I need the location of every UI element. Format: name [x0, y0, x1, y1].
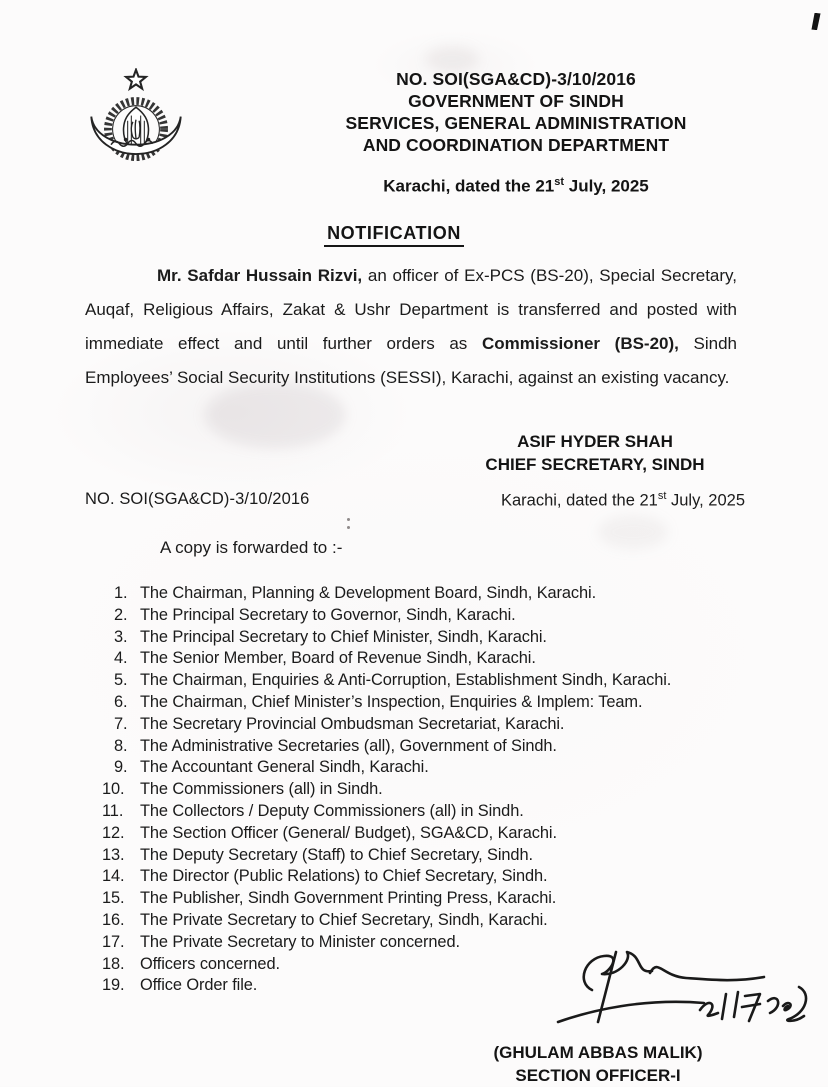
- distribution-item: [102, 627, 772, 649]
- item-text: The Principal Secretary to Chief Minister, Sindh, Karachi.: [140, 627, 547, 646]
- item-number: 6.: [114, 692, 128, 711]
- date-text-suffix: July, 2025: [564, 176, 649, 196]
- date-text: Karachi, dated the 21: [500, 491, 658, 510]
- item-text: The Deputy Secretary (Staff) to Chief Secretary, Sindh.: [140, 845, 533, 864]
- item-number: 19.: [102, 976, 125, 995]
- distribution-item: [102, 648, 772, 670]
- distribution-item: [102, 692, 772, 714]
- item-text: The Director (Public Relations) to Chief Secretary, Sindh.: [140, 867, 548, 886]
- item-text: The Private Secretary to Chief Secretary, Sindh, Karachi.: [140, 910, 548, 929]
- distribution-item: [102, 910, 772, 932]
- item-number: 18.: [102, 954, 125, 973]
- dateline-bottom: [501, 490, 745, 511]
- body-segment: Sindh Employees’ Social Security Institutions (SESSI), Karachi, against an existing vacancy.: [85, 334, 738, 387]
- document-ref-number: NO. SOI(SGA&CD)-3/10/2016: [396, 69, 636, 89]
- item-text: Officers concerned.: [140, 954, 280, 973]
- scan-artifact-mark: [811, 13, 820, 31]
- item-text: The Chairman, Chief Minister’s Inspection, Enquiries & Implem: Team.: [140, 692, 643, 711]
- signatory-title: CHIEF SECRETARY, SINDH: [485, 455, 705, 474]
- item-number: 8.: [114, 736, 128, 755]
- item-number: 1.: [114, 584, 128, 602]
- item-number: 12.: [102, 823, 125, 842]
- item-number: 11.: [102, 801, 124, 820]
- date-text-suffix: July, 2025: [666, 491, 745, 510]
- body-segment: Mr. Safdar Hussain Rizvi,: [157, 266, 363, 285]
- dateline-top: [299, 176, 733, 197]
- org-line-1: GOVERNMENT OF SINDH: [408, 91, 624, 111]
- body-segment: Commissioner (BS-20),: [481, 334, 679, 353]
- item-number: 14.: [102, 867, 125, 886]
- distribution-item: [102, 736, 772, 758]
- item-number: 3.: [114, 627, 128, 646]
- distribution-item: [102, 888, 772, 910]
- item-text: The Chairman, Enquiries & Anti-Corruption, Establishment Sindh, Karachi.: [140, 671, 672, 690]
- distribution-item: [102, 583, 772, 605]
- item-number: 10.: [102, 780, 125, 799]
- document-title: NOTIFICATION: [324, 223, 464, 247]
- distribution-item: [102, 605, 772, 627]
- signer-title: SECTION OFFICER-I: [515, 1066, 681, 1085]
- item-text: The Senior Member, Board of Revenue Sindh, Karachi.: [140, 649, 536, 668]
- date-text: Karachi, dated the 21: [383, 176, 555, 196]
- item-text: The Accountant General Sindh, Karachi.: [140, 758, 429, 777]
- signer-block: [468, 1041, 728, 1087]
- distribution-item: [102, 801, 772, 823]
- item-number: 9.: [114, 758, 128, 777]
- org-line-3: AND COORDINATION DEPARTMENT: [362, 135, 670, 155]
- letterhead: [299, 68, 733, 156]
- document-ref-number-2: NO. SOI(SGA&CD)-3/10/2016: [85, 490, 310, 508]
- item-text: The Publisher, Sindh Government Printing Press, Karachi.: [140, 889, 557, 908]
- date-ordinal: st: [657, 490, 667, 502]
- item-text: The Administrative Secretaries (all), Government of Sindh.: [140, 736, 557, 755]
- item-number: 7.: [114, 714, 128, 733]
- signatory-block: [465, 430, 725, 476]
- date-ordinal: st: [554, 176, 565, 188]
- body-segment: an officer of Ex-PCS (BS-20), Special Secretary, Auqaf, Religious Affairs, Zakat & Ushr Department is transferred and posted with immediate effect and until further orders as: [85, 266, 737, 353]
- notification-body: [85, 259, 737, 395]
- item-text: Office Order file.: [140, 976, 258, 995]
- signatory-name: ASIF HYDER SHAH: [517, 432, 673, 451]
- scan-artifact-dots: [347, 518, 350, 530]
- item-number: 15.: [102, 889, 125, 908]
- item-text: The Section Officer (General/ Budget), SGA&CD, Karachi.: [140, 823, 557, 842]
- copy-forwarded-line: A copy is forwarded to :-: [160, 538, 343, 557]
- distribution-item: [102, 670, 772, 692]
- distribution-item: [102, 779, 772, 801]
- distribution-item: [102, 866, 772, 888]
- item-number: 16.: [102, 910, 125, 929]
- item-text: The Collectors / Deputy Commissioners (all) in Sindh.: [140, 801, 524, 820]
- reference-row: [85, 490, 745, 511]
- scan-smudge: [598, 515, 668, 549]
- item-text: The Chairman, Planning & Development Board, Sindh, Karachi.: [140, 584, 597, 602]
- item-number: 17.: [102, 932, 125, 951]
- item-text: The Secretary Provincial Ombudsman Secretariat, Karachi.: [140, 714, 565, 733]
- item-number: 5.: [114, 671, 128, 690]
- handwritten-signature: [552, 946, 816, 1040]
- item-number: 4.: [114, 649, 128, 668]
- distribution-item: [102, 714, 772, 736]
- item-number: 2.: [114, 605, 128, 624]
- item-number: 13.: [102, 845, 125, 864]
- distribution-list: [102, 583, 772, 997]
- distribution-item: [102, 845, 772, 867]
- sindh-government-crest-icon: [84, 68, 188, 186]
- item-text: The Private Secretary to Minister concerned.: [140, 932, 460, 951]
- item-text: The Commissioners (all) in Sindh.: [140, 780, 383, 799]
- distribution-item: [102, 757, 772, 779]
- item-text: The Principal Secretary to Governor, Sindh, Karachi.: [140, 605, 516, 624]
- org-line-2: SERVICES, GENERAL ADMINISTRATION: [345, 113, 687, 133]
- distribution-item: [102, 823, 772, 845]
- signer-name: (GHULAM ABBAS MALIK): [493, 1043, 703, 1062]
